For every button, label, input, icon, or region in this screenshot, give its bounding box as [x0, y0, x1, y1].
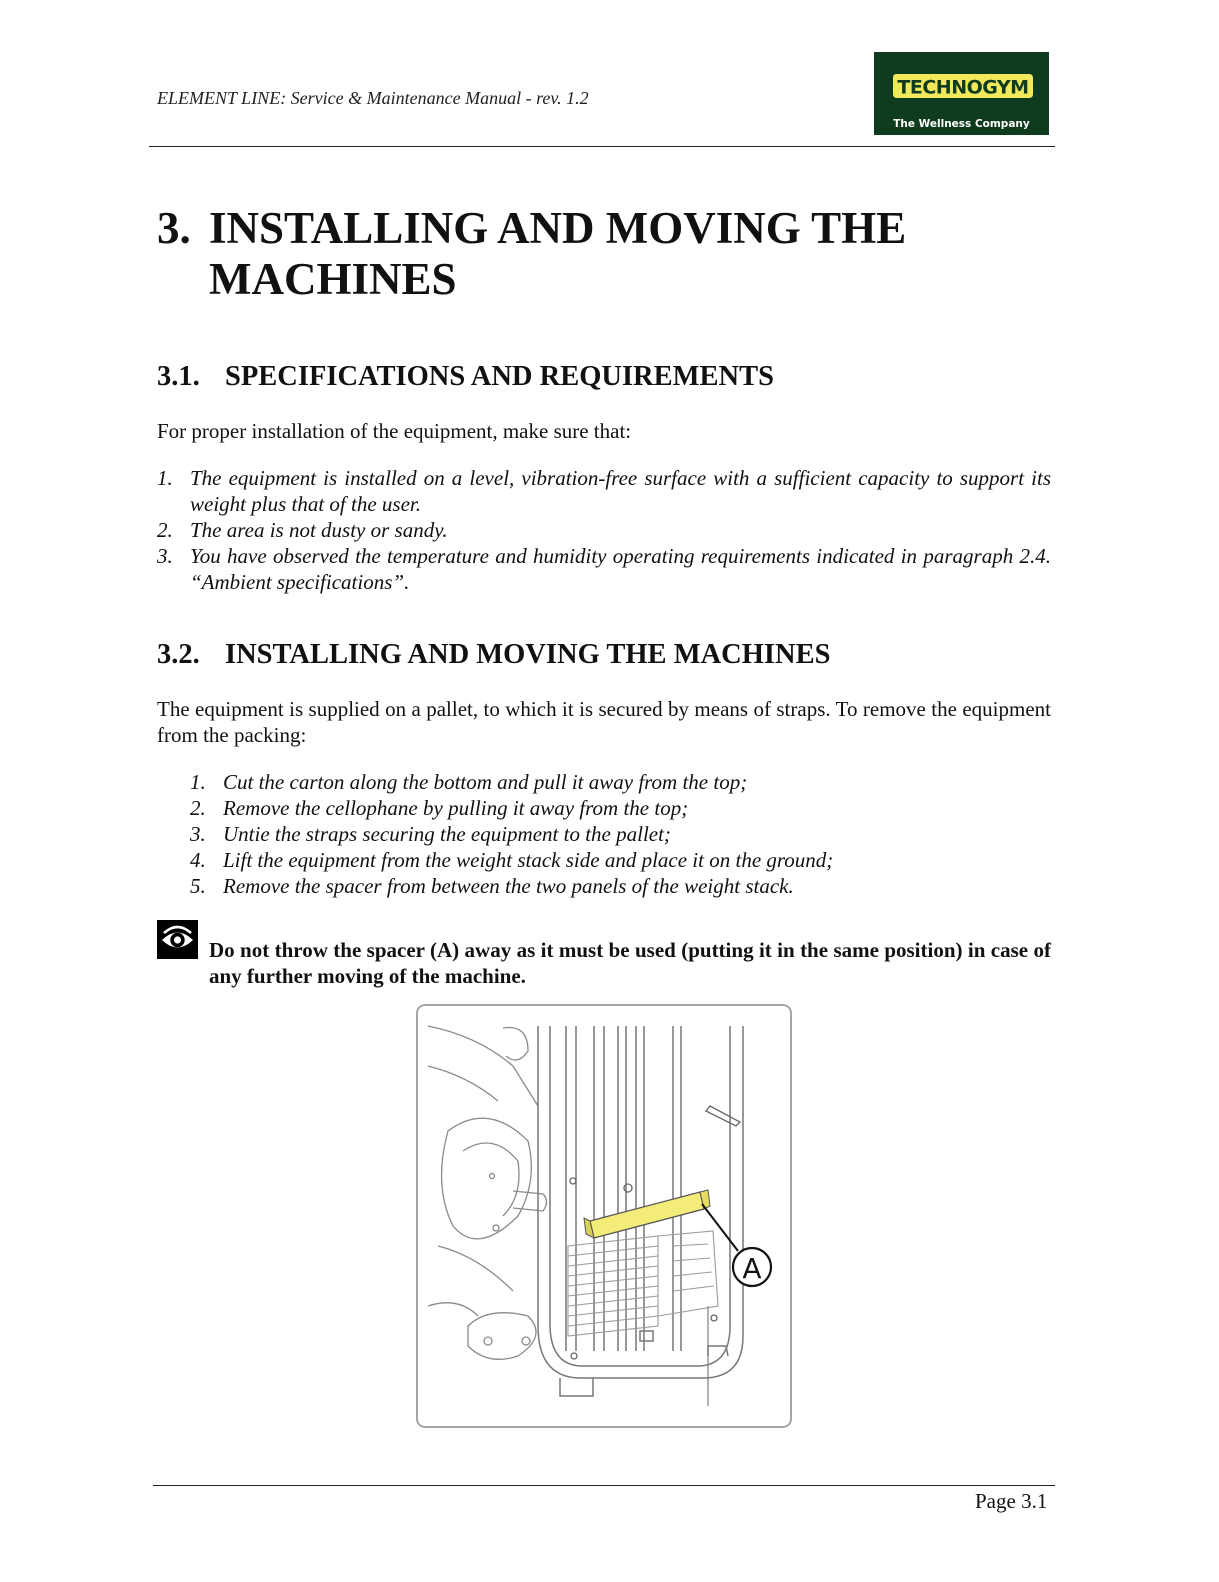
list-item-number: 1.	[157, 466, 173, 490]
chapter-title: INSTALLING AND MOVING THE MACHINES	[209, 203, 907, 304]
callout-label-a: A	[742, 1252, 762, 1285]
section-heading-3-1	[157, 361, 774, 393]
header-divider	[149, 146, 1055, 147]
section-heading-3-2	[157, 639, 830, 671]
requirements-list	[157, 465, 1051, 595]
list-item	[190, 795, 1051, 821]
chapter-number: 3.	[157, 203, 191, 253]
list-item	[190, 873, 1051, 899]
spacer-a	[584, 1190, 710, 1238]
section-title: INSTALLING AND MOVING THE MACHINES	[225, 639, 831, 670]
list-item-text: The area is not dusty or sandy.	[190, 518, 448, 542]
list-item-number: 3.	[157, 544, 173, 568]
list-item	[190, 847, 1051, 873]
list-item	[190, 821, 1051, 847]
section-intro-3-1: For proper installation of the equipment, make sure that:	[157, 419, 632, 443]
technogym-logo-mark	[890, 70, 1036, 102]
section-title: SPECIFICATIONS AND REQUIREMENTS	[225, 361, 774, 392]
list-item-number: 3.	[190, 822, 206, 846]
list-item-text: The equipment is installed on a level, vibration-free surface with a sufficient capacity to support its weight plus that of the user.	[190, 466, 1051, 516]
footer-divider	[153, 1485, 1055, 1486]
list-item	[157, 517, 1051, 543]
eye-icon	[157, 920, 198, 959]
list-item-text: Remove the spacer from between the two panels of the weight stack.	[223, 874, 794, 898]
list-item-text: Untie the straps securing the equipment to the pallet;	[223, 822, 671, 846]
list-item-text: Remove the cellophane by pulling it away from the top;	[223, 796, 689, 820]
list-item-number: 5.	[190, 874, 206, 898]
logo-tagline: The Wellness Company	[893, 118, 1030, 130]
list-item-text: Lift the equipment from the weight stack side and place it on the ground;	[223, 848, 834, 872]
technogym-logo	[874, 52, 1049, 135]
document-header-title: ELEMENT LINE: Service & Maintenance Manual - rev. 1.2	[157, 88, 589, 108]
list-item	[157, 465, 1051, 517]
list-item-number: 1.	[190, 770, 206, 794]
section-number: 3.2.	[157, 639, 200, 670]
list-item	[190, 769, 1051, 795]
list-item-number: 2.	[157, 518, 173, 542]
list-item-number: 2.	[190, 796, 206, 820]
technogym-logo-text: TECHNOGYM	[897, 76, 1029, 99]
section-intro-3-2: The equipment is supplied on a pallet, to which it is secured by means of straps. To remove the equipment from the packing:	[157, 697, 1051, 747]
page-number: Page 3.1	[975, 1489, 1048, 1513]
list-item-text: Cut the carton along the bottom and pull it away from the top;	[223, 770, 748, 794]
unpacking-steps-list	[190, 769, 1051, 899]
list-item-number: 4.	[190, 848, 206, 872]
spacer-position-figure	[416, 1004, 792, 1428]
weight-stack-illustration	[418, 1006, 790, 1426]
list-item-text: You have observed the temperature and humidity operating requirements indicated in paragraph 2.4. “Ambient specifications”.	[190, 544, 1051, 594]
list-item	[157, 543, 1051, 595]
warning-note: Do not throw the spacer (A) away as it must be used (putting it in the same position) in case of any further moving of the machine.	[209, 938, 1051, 988]
section-number: 3.1.	[157, 361, 200, 392]
